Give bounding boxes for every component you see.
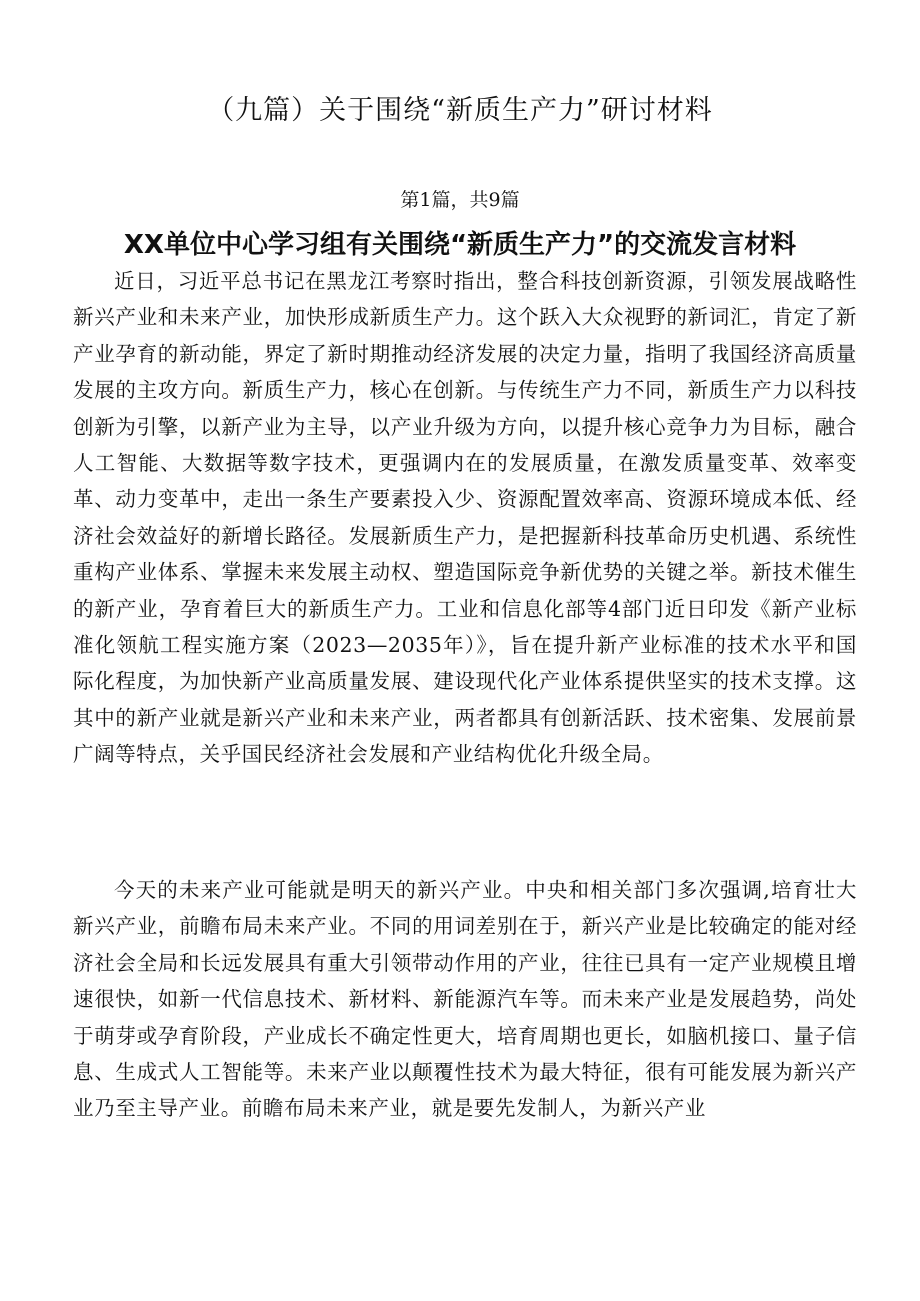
- article-counter: 第1篇，共9篇: [400, 189, 520, 211]
- document-title: （九篇）关于围绕“新质生产力”研讨材料: [207, 95, 713, 126]
- article-heading: XX单位中心学习组有关围绕“新质生产力”的交流发言材料: [123, 230, 797, 260]
- body-paragraph: 今天的未来产业可能就是明天的新兴产业。中央和相关部门多次强调,培育壮大新兴产业，前瞻布局未来产业。不同的用词差别在于，新兴产业是比较确定的能对经济社会全局和长远发展具有重大引领带动作用的产业，往往已具有一定产业规模且增速很快，如新一代信息技术、新材料、新能源汽车等。而未来产业是发展趋势，尚处于萌芽或孕育阶段，产业成长不确定性更大，培育周期也更长，如脑机接口、量子信息、生成式人工智能等。未来产业以颠覆性技术为最大特征，很有可能发展为新兴产业乃至主导产业。前瞻布局未来产业，就是要先发制人，为新兴产业: [73, 878, 857, 1121]
- body-paragraph: 近日，习近平总书记在黑龙江考察时指出，整合科技创新资源，引领发展战略性新兴产业和未来产业，加快形成新质生产力。这个跃入大众视野的新词汇，肯定了新产业孕育的新动能，界定了新时期推动经济发展的决定力量，指明了我国经济高质量发展的主攻方向。新质生产力，核心在创新。与传统生产力不同，新质生产力以科技创新为引擎，以新产业为主导，以产业升级为方向，以提升核心竞争力为目标，融合人工智能、大数据等数字技术，更强调内在的发展质量，在激发质量变革、效率变革、动力变革中，走出一条生产要素投入少、资源配置效率高、资源环境成本低、经济社会效益好的新增长路径。发展新质生产力，是把握新科技革命历史机遇、系统性重构产业体系、掌握未来发展主动权、塑造国际竞争新优势的关键之举。新技术催生的新产业，孕育着巨大的新质生产力。工业和信息化部等4部门近日印发《新产业标准化领航工程实施方案（2023—2035年）》，旨在提升新产业标准的技术水平和国际化程度，为加快新产业高质量发展、建设现代化产业体系提供坚实的技术支撑。这其中的新产业就是新兴产业和未来产业，两者都具有创新活跃、技术密集、发展前景广阔等特点，关乎国民经济社会发展和产业结构优化升级全局。: [73, 269, 857, 767]
